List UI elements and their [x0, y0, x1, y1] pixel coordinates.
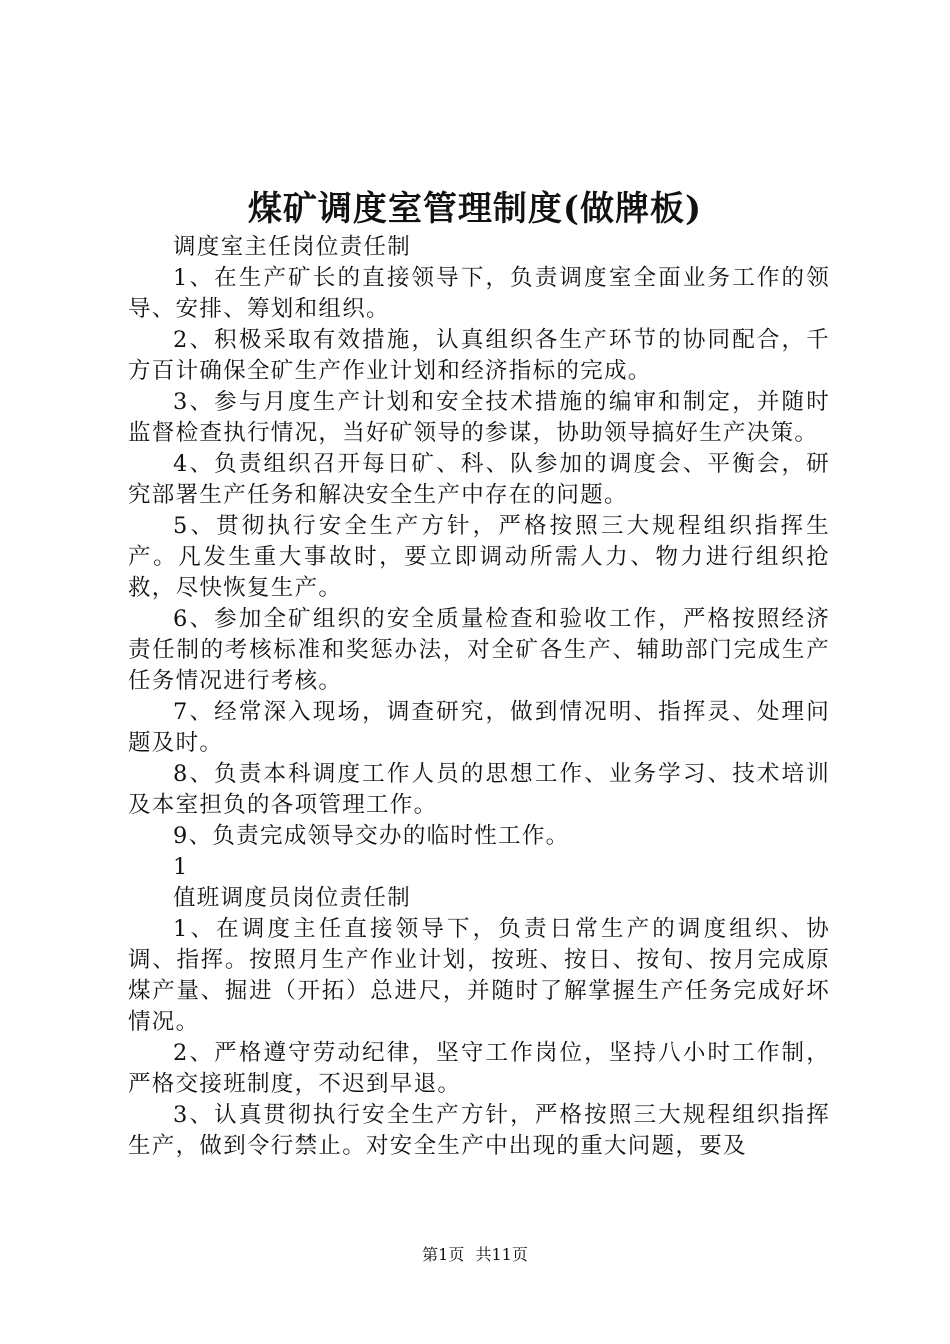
paragraph: 5、贯彻执行安全生产方针，严格按照三大规程组织指挥生产。凡发生重大事故时，要立即调动所需人力、物力进行组织抢救，尽快恢复生产。 [128, 513, 830, 601]
paragraph: 9、负责完成领导交办的临时性工作。 [173, 823, 570, 849]
paragraph: 3、参与月度生产计划和安全技术措施的编审和制定，并随时监督检查执行情况，当好矿领导的参谋，协助领导搞好生产决策。 [128, 389, 830, 446]
section-heading: 调度室主任岗位责任制 [173, 234, 412, 260]
paragraph: 2、积极采取有效措施，认真组织各生产环节的协同配合，千方百计确保全矿生产作业计划和经济指标的完成。 [128, 327, 830, 384]
paragraph: 7、经常深入现场，调查研究，做到情况明、指挥灵、处理问题及时。 [128, 699, 830, 756]
document-title: 煤矿调度室管理制度(做牌板) [247, 189, 703, 229]
document-body [128, 232, 830, 1162]
paragraph: 1、在调度主任直接领导下，负责日常生产的调度组织、协调、指挥。按照月生产作业计划，按班、按日、按旬、按月完成原煤产量、掘进（开拓）总进尺，并随时了解掌握生产任务完成好坏情况。 [128, 916, 830, 1035]
paragraph: 3、认真贯彻执行安全生产方针，严格按照三大规程组织指挥生产，做到令行禁止。对安全生产中出现的重大问题，要及 [128, 1102, 830, 1159]
page-footer [0, 1244, 950, 1266]
paragraph: 8、负责本科调度工作人员的思想工作、业务学习、技术培训及本室担负的各项管理工作。 [128, 761, 830, 818]
paragraph: 1、在生产矿长的直接领导下，负责调度室全面业务工作的领导、安排、筹划和组织。 [128, 265, 830, 322]
paragraph: 1 [173, 854, 189, 880]
paragraph: 6、参加全矿组织的安全质量检查和验收工作，严格按照经济责任制的考核标准和奖惩办法，对全矿各生产、辅助部门完成生产任务情况进行考核。 [128, 606, 830, 694]
paragraph: 2、严格遵守劳动纪律，坚守工作岗位，坚持八小时工作制，严格交接班制度，不迟到早退。 [128, 1040, 830, 1097]
paragraph: 4、负责组织召开每日矿、科、队参加的调度会、平衡会，研究部署生产任务和解决安全生产中存在的问题。 [128, 451, 830, 508]
page-number: 第1页 [422, 1245, 465, 1264]
page-total: 共11页 [475, 1245, 528, 1264]
section-heading: 值班调度员岗位责任制 [173, 885, 412, 911]
